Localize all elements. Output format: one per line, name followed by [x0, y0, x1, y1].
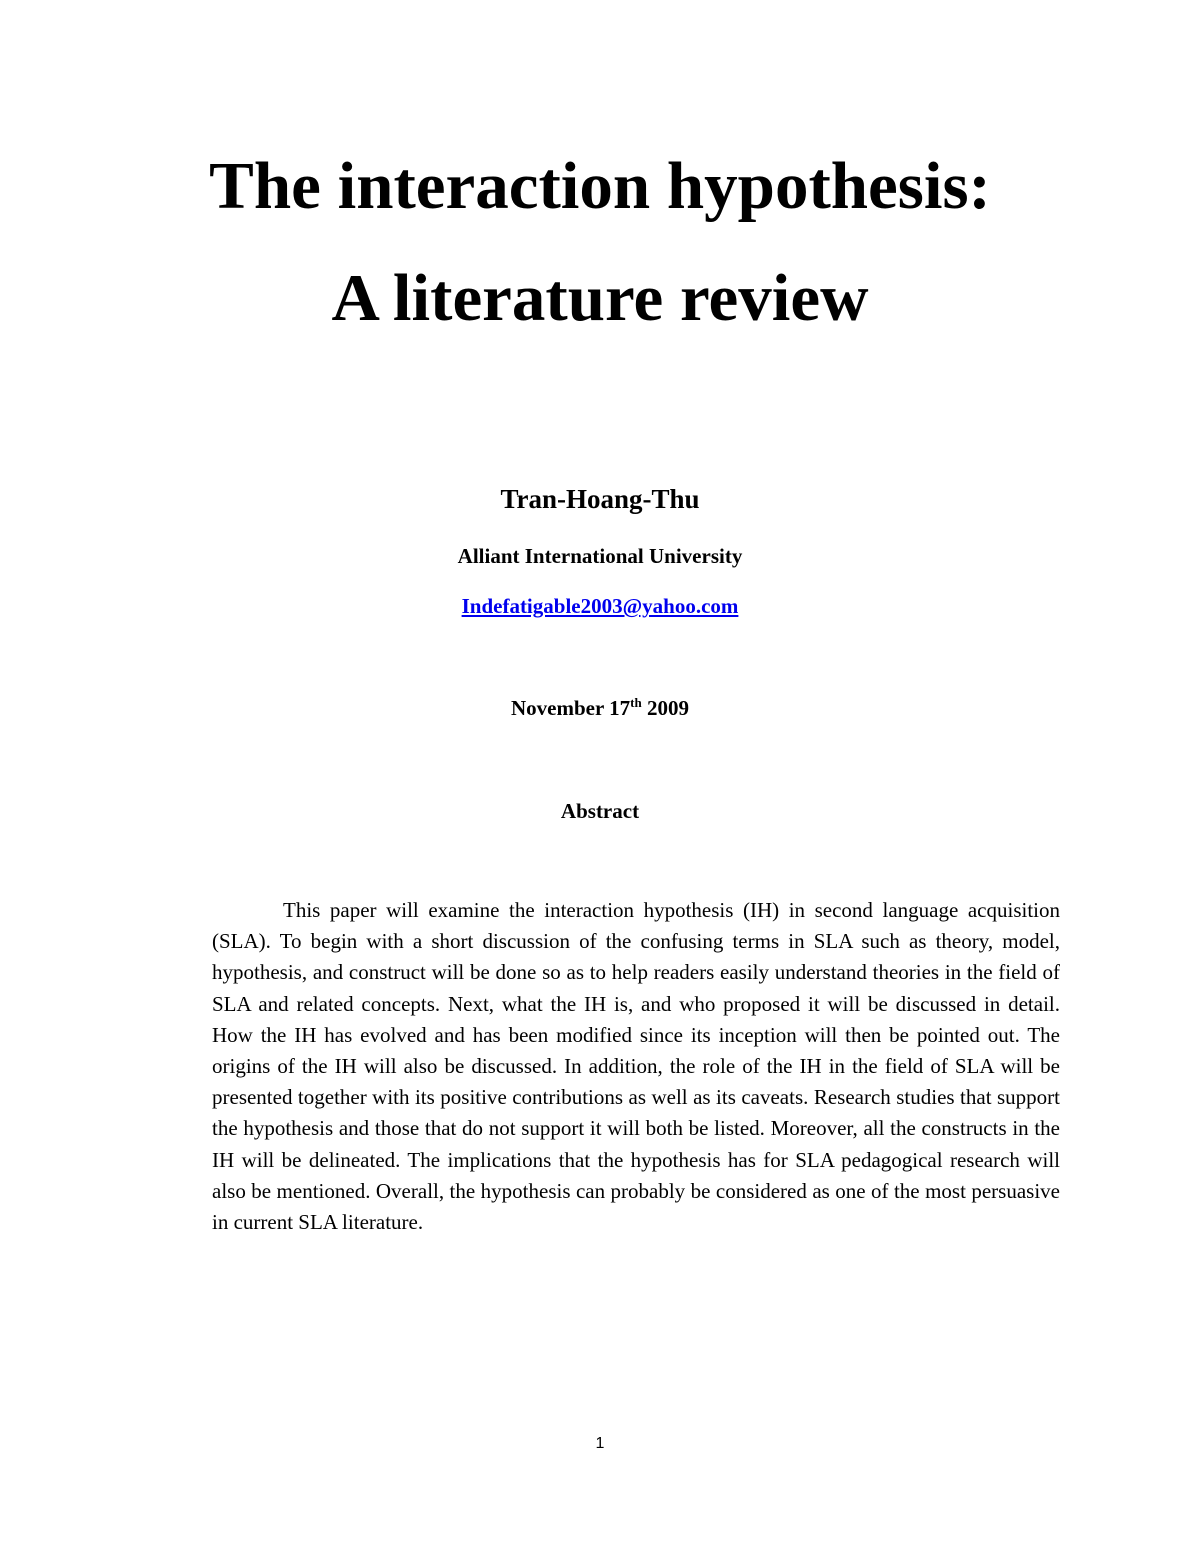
- email-link[interactable]: Indefatigable2003@yahoo.com: [461, 594, 739, 618]
- paper-title-line-2: A literature review: [331, 261, 869, 335]
- date-year: 2009: [641, 696, 689, 720]
- abstract-heading: Abstract: [560, 799, 640, 823]
- date-ordinal-suffix: th: [630, 695, 642, 710]
- publication-date: [0, 693, 1200, 723]
- paper-title-line-1: The interaction hypothesis:: [209, 149, 991, 223]
- author-affiliation: Alliant International University: [457, 544, 743, 568]
- abstract-body: This paper will examine the interaction hypothesis (IH) in second language acquisition (SLA). To begin with a short discussion of the confusing terms in SLA such as theory, model, hypothesis, and construct will be done so as to help readers easily understand theories in the field of SLA and related concepts. Next, what the IH is, and who proposed it will be discussed in detail. How the IH has evolved and has been modified since its inception will then be pointed out. The origins of the IH will also be discussed. In addition, the role of the IH in the field of SLA will be presented together with its positive contributions as well as its caveats. Research studies that support the hypothesis and those that do not support it will both be listed. Moreover, all the constructs in the IH will be delineated. The implications that the hypothesis has for SLA pedagogical research will also be mentioned. Overall, the hypothesis can probably be considered as one of the most persuasive in current SLA literature.: [212, 898, 1060, 1235]
- date-month-day: November 17: [511, 696, 631, 720]
- page-number: 1: [595, 1435, 605, 1452]
- author-name: Tran-Hoang-Thu: [500, 484, 700, 514]
- author-email: [0, 591, 1200, 621]
